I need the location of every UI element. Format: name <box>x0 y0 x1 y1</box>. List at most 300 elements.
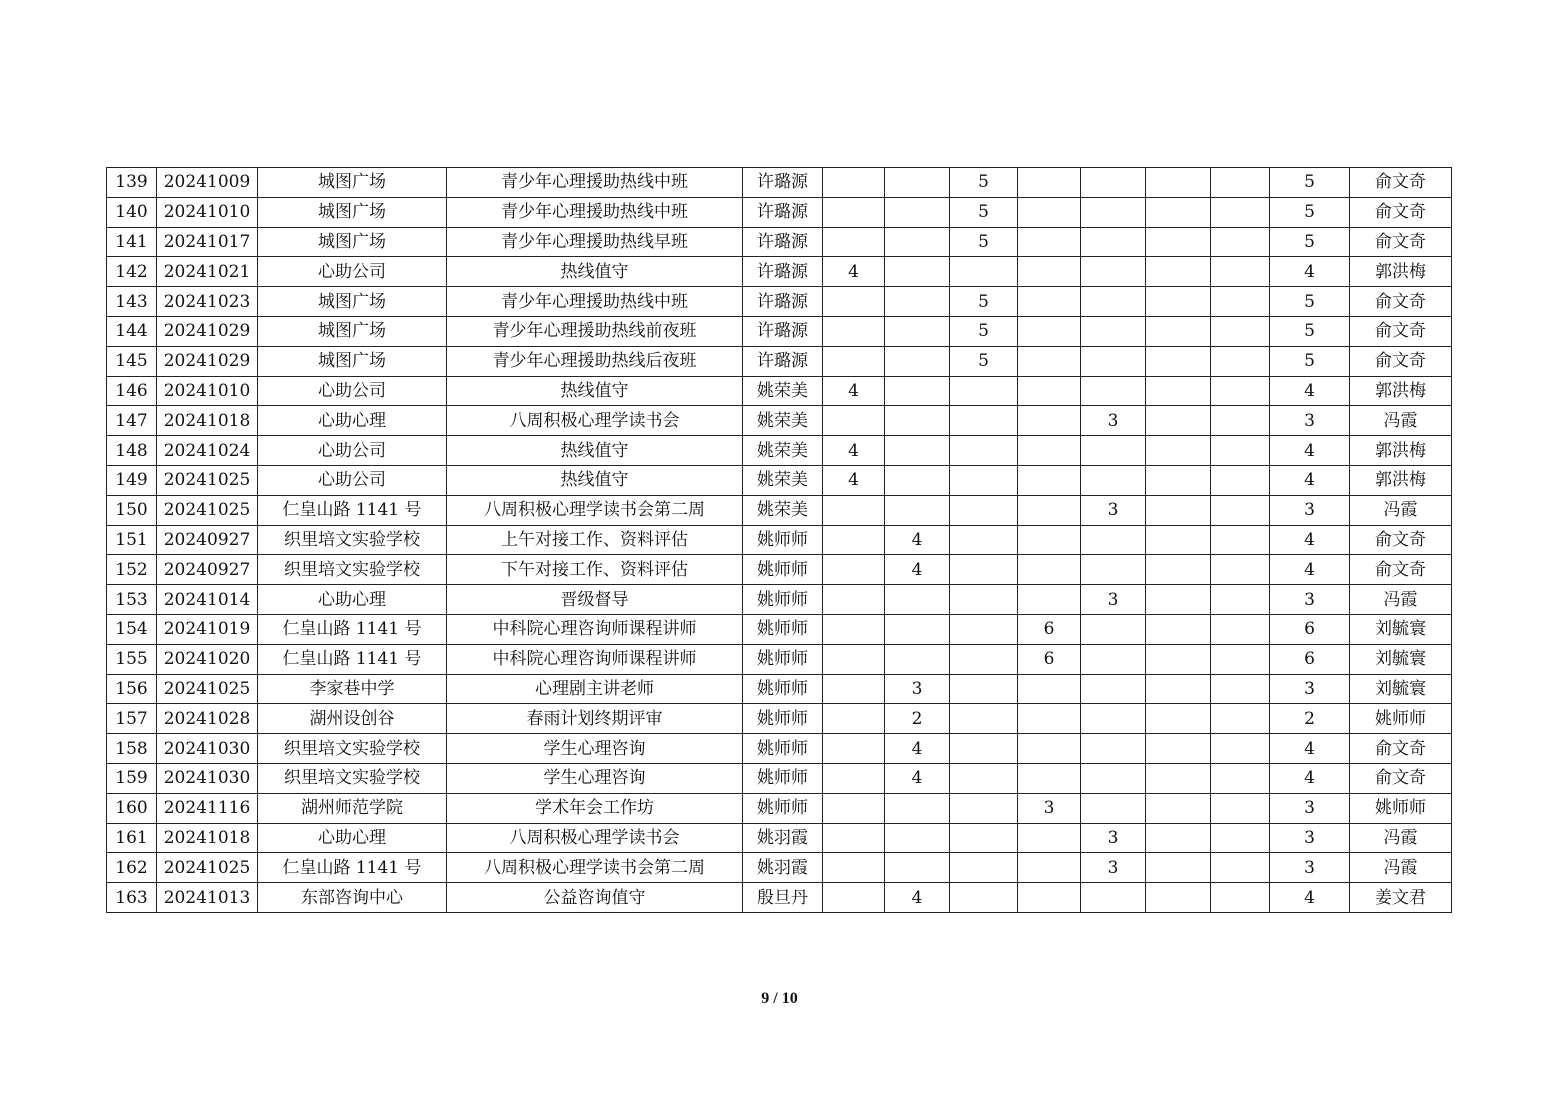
verifier-cell: 姜文君 <box>1350 883 1452 913</box>
row-index-cell: 147 <box>107 406 157 436</box>
hours-col-4-cell <box>1018 257 1081 287</box>
hours-col-3-cell <box>950 763 1018 793</box>
hours-col-7-cell <box>1211 316 1270 346</box>
location-cell: 心助公司 <box>258 257 447 287</box>
verifier-cell: 俞文奇 <box>1350 346 1452 376</box>
activity-cell: 青少年心理援助热线后夜班 <box>447 346 743 376</box>
hours-col-7-cell <box>1211 465 1270 495</box>
row-index-cell: 151 <box>107 525 157 555</box>
table-row <box>107 793 1452 823</box>
table-row <box>107 287 1452 317</box>
person-cell: 姚荣美 <box>743 406 823 436</box>
hours-col-1-cell <box>823 227 885 257</box>
activity-cell: 热线值守 <box>447 436 743 466</box>
table-row <box>107 704 1452 734</box>
total-hours-cell: 4 <box>1270 763 1350 793</box>
hours-col-6-cell <box>1146 168 1211 198</box>
hours-col-7-cell <box>1211 376 1270 406</box>
activity-cell: 青少年心理援助热线中班 <box>447 287 743 317</box>
hours-col-5-cell <box>1081 614 1146 644</box>
person-cell: 许璐源 <box>743 227 823 257</box>
person-cell: 姚荣美 <box>743 436 823 466</box>
table-row <box>107 168 1452 198</box>
hours-col-7-cell <box>1211 793 1270 823</box>
hours-col-4-cell <box>1018 406 1081 436</box>
hours-col-3-cell <box>950 644 1018 674</box>
hours-col-3-cell <box>950 674 1018 704</box>
hours-col-2-cell <box>885 465 950 495</box>
table-row <box>107 197 1452 227</box>
location-cell: 城图广场 <box>258 168 447 198</box>
total-hours-cell: 4 <box>1270 376 1350 406</box>
person-cell: 许璐源 <box>743 197 823 227</box>
row-index-cell: 163 <box>107 883 157 913</box>
hours-col-4-cell <box>1018 465 1081 495</box>
verifier-cell: 俞文奇 <box>1350 168 1452 198</box>
verifier-cell: 姚师师 <box>1350 704 1452 734</box>
hours-col-2-cell <box>885 793 950 823</box>
hours-col-5-cell <box>1081 674 1146 704</box>
date-cell: 20241025 <box>157 465 258 495</box>
hours-col-1-cell <box>823 763 885 793</box>
total-hours-cell: 3 <box>1270 793 1350 823</box>
location-cell: 仁皇山路 1141 号 <box>258 614 447 644</box>
hours-col-4-cell <box>1018 436 1081 466</box>
verifier-cell: 冯霞 <box>1350 495 1452 525</box>
hours-col-5-cell: 3 <box>1081 406 1146 436</box>
date-cell: 20241025 <box>157 853 258 883</box>
hours-col-1-cell <box>823 883 885 913</box>
row-index-cell: 143 <box>107 287 157 317</box>
date-cell: 20241014 <box>157 585 258 615</box>
hours-col-5-cell <box>1081 525 1146 555</box>
hours-col-6-cell <box>1146 585 1211 615</box>
person-cell: 许璐源 <box>743 287 823 317</box>
date-cell: 20241029 <box>157 346 258 376</box>
hours-col-4-cell: 6 <box>1018 644 1081 674</box>
hours-col-7-cell <box>1211 585 1270 615</box>
verifier-cell: 郭洪梅 <box>1350 436 1452 466</box>
row-index-cell: 154 <box>107 614 157 644</box>
hours-col-2-cell <box>885 644 950 674</box>
activity-cell: 上午对接工作、资料评估 <box>447 525 743 555</box>
hours-col-6-cell <box>1146 883 1211 913</box>
hours-col-2-cell <box>885 316 950 346</box>
hours-col-2-cell: 2 <box>885 704 950 734</box>
row-index-cell: 160 <box>107 793 157 823</box>
person-cell: 姚师师 <box>743 674 823 704</box>
hours-col-1-cell: 4 <box>823 465 885 495</box>
hours-col-1-cell <box>823 704 885 734</box>
hours-col-6-cell <box>1146 525 1211 555</box>
hours-col-7-cell <box>1211 227 1270 257</box>
hours-col-7-cell <box>1211 555 1270 585</box>
table-body <box>107 168 1452 913</box>
row-index-cell: 146 <box>107 376 157 406</box>
row-index-cell: 142 <box>107 257 157 287</box>
verifier-cell: 俞文奇 <box>1350 287 1452 317</box>
hours-col-2-cell <box>885 495 950 525</box>
hours-col-3-cell <box>950 734 1018 764</box>
table-row <box>107 734 1452 764</box>
hours-col-7-cell <box>1211 883 1270 913</box>
activity-cell: 晋级督导 <box>447 585 743 615</box>
location-cell: 城图广场 <box>258 316 447 346</box>
activity-cell: 青少年心理援助热线中班 <box>447 197 743 227</box>
verifier-cell: 冯霞 <box>1350 853 1452 883</box>
hours-col-7-cell <box>1211 674 1270 704</box>
hours-col-3-cell <box>950 406 1018 436</box>
total-hours-cell: 6 <box>1270 614 1350 644</box>
hours-col-5-cell <box>1081 197 1146 227</box>
hours-col-4-cell <box>1018 555 1081 585</box>
hours-col-3-cell <box>950 465 1018 495</box>
hours-col-6-cell <box>1146 644 1211 674</box>
location-cell: 李家巷中学 <box>258 674 447 704</box>
hours-col-5-cell <box>1081 793 1146 823</box>
total-hours-cell: 5 <box>1270 168 1350 198</box>
hours-col-5-cell <box>1081 763 1146 793</box>
date-cell: 20240927 <box>157 525 258 555</box>
date-cell: 20241116 <box>157 793 258 823</box>
hours-col-2-cell <box>885 614 950 644</box>
date-cell: 20241009 <box>157 168 258 198</box>
hours-col-1-cell <box>823 287 885 317</box>
hours-col-4-cell <box>1018 376 1081 406</box>
table-row <box>107 644 1452 674</box>
hours-col-5-cell <box>1081 346 1146 376</box>
hours-col-6-cell <box>1146 495 1211 525</box>
verifier-cell: 俞文奇 <box>1350 197 1452 227</box>
activity-cell: 公益咨询值守 <box>447 883 743 913</box>
table-row <box>107 674 1452 704</box>
activity-cell: 中科院心理咨询师课程讲师 <box>447 644 743 674</box>
hours-col-3-cell <box>950 853 1018 883</box>
table-row <box>107 614 1452 644</box>
date-cell: 20241020 <box>157 644 258 674</box>
location-cell: 城图广场 <box>258 346 447 376</box>
hours-col-5-cell <box>1081 883 1146 913</box>
hours-col-3-cell <box>950 793 1018 823</box>
hours-col-6-cell <box>1146 436 1211 466</box>
hours-col-7-cell <box>1211 197 1270 227</box>
hours-col-6-cell <box>1146 793 1211 823</box>
verifier-cell: 俞文奇 <box>1350 734 1452 764</box>
hours-col-4-cell <box>1018 763 1081 793</box>
location-cell: 织里培文实验学校 <box>258 763 447 793</box>
date-cell: 20241010 <box>157 197 258 227</box>
hours-col-4-cell <box>1018 734 1081 764</box>
hours-col-1-cell <box>823 585 885 615</box>
date-cell: 20241029 <box>157 316 258 346</box>
row-index-cell: 153 <box>107 585 157 615</box>
hours-col-7-cell <box>1211 495 1270 525</box>
location-cell: 仁皇山路 1141 号 <box>258 853 447 883</box>
activity-cell: 中科院心理咨询师课程讲师 <box>447 614 743 644</box>
hours-col-2-cell <box>885 853 950 883</box>
hours-col-1-cell <box>823 406 885 436</box>
hours-col-3-cell <box>950 495 1018 525</box>
hours-col-1-cell <box>823 793 885 823</box>
hours-col-7-cell <box>1211 436 1270 466</box>
hours-col-2-cell <box>885 823 950 853</box>
hours-col-4-cell <box>1018 853 1081 883</box>
hours-col-2-cell <box>885 227 950 257</box>
hours-col-3-cell <box>950 585 1018 615</box>
location-cell: 心助心理 <box>258 406 447 436</box>
hours-col-5-cell: 3 <box>1081 585 1146 615</box>
verifier-cell: 郭洪梅 <box>1350 257 1452 287</box>
hours-col-3-cell: 5 <box>950 346 1018 376</box>
verifier-cell: 冯霞 <box>1350 823 1452 853</box>
hours-col-4-cell <box>1018 495 1081 525</box>
table-row <box>107 227 1452 257</box>
person-cell: 姚荣美 <box>743 465 823 495</box>
table-row <box>107 525 1452 555</box>
table-row <box>107 346 1452 376</box>
activity-cell: 下午对接工作、资料评估 <box>447 555 743 585</box>
hours-col-2-cell: 4 <box>885 734 950 764</box>
date-cell: 20241023 <box>157 287 258 317</box>
row-index-cell: 161 <box>107 823 157 853</box>
row-index-cell: 148 <box>107 436 157 466</box>
person-cell: 姚师师 <box>743 793 823 823</box>
hours-col-2-cell <box>885 376 950 406</box>
hours-col-2-cell: 4 <box>885 763 950 793</box>
hours-col-1-cell <box>823 495 885 525</box>
hours-col-6-cell <box>1146 614 1211 644</box>
hours-col-3-cell: 5 <box>950 227 1018 257</box>
activity-cell: 热线值守 <box>447 376 743 406</box>
location-cell: 织里培文实验学校 <box>258 555 447 585</box>
hours-col-7-cell <box>1211 644 1270 674</box>
hours-col-4-cell <box>1018 674 1081 704</box>
hours-col-5-cell <box>1081 287 1146 317</box>
location-cell: 心助公司 <box>258 465 447 495</box>
row-index-cell: 145 <box>107 346 157 376</box>
date-cell: 20241030 <box>157 763 258 793</box>
date-cell: 20241024 <box>157 436 258 466</box>
total-hours-cell: 4 <box>1270 883 1350 913</box>
hours-col-5-cell <box>1081 734 1146 764</box>
hours-col-4-cell <box>1018 168 1081 198</box>
table-row <box>107 436 1452 466</box>
total-hours-cell: 4 <box>1270 465 1350 495</box>
hours-col-6-cell <box>1146 287 1211 317</box>
activity-cell: 青少年心理援助热线前夜班 <box>447 316 743 346</box>
date-cell: 20241013 <box>157 883 258 913</box>
total-hours-cell: 3 <box>1270 406 1350 436</box>
hours-col-6-cell <box>1146 346 1211 376</box>
date-cell: 20241021 <box>157 257 258 287</box>
hours-col-6-cell <box>1146 704 1211 734</box>
location-cell: 心助心理 <box>258 823 447 853</box>
verifier-cell: 刘毓寰 <box>1350 674 1452 704</box>
date-cell: 20241018 <box>157 823 258 853</box>
person-cell: 姚师师 <box>743 585 823 615</box>
table-row <box>107 853 1452 883</box>
total-hours-cell: 4 <box>1270 257 1350 287</box>
verifier-cell: 姚师师 <box>1350 793 1452 823</box>
activity-cell: 学术年会工作坊 <box>447 793 743 823</box>
location-cell: 心助公司 <box>258 436 447 466</box>
table-row <box>107 257 1452 287</box>
table-row <box>107 316 1452 346</box>
hours-col-6-cell <box>1146 763 1211 793</box>
person-cell: 姚师师 <box>743 704 823 734</box>
hours-col-6-cell <box>1146 257 1211 287</box>
hours-col-2-cell <box>885 585 950 615</box>
hours-col-4-cell <box>1018 287 1081 317</box>
total-hours-cell: 2 <box>1270 704 1350 734</box>
hours-col-1-cell <box>823 823 885 853</box>
hours-col-7-cell <box>1211 763 1270 793</box>
hours-col-3-cell: 5 <box>950 287 1018 317</box>
total-hours-cell: 3 <box>1270 585 1350 615</box>
hours-col-4-cell <box>1018 585 1081 615</box>
activity-cell: 青少年心理援助热线中班 <box>447 168 743 198</box>
hours-col-6-cell <box>1146 555 1211 585</box>
activity-cell: 热线值守 <box>447 465 743 495</box>
hours-col-6-cell <box>1146 227 1211 257</box>
activity-cell: 八周积极心理学读书会 <box>447 823 743 853</box>
location-cell: 城图广场 <box>258 227 447 257</box>
hours-col-3-cell <box>950 257 1018 287</box>
hours-col-6-cell <box>1146 376 1211 406</box>
hours-col-7-cell <box>1211 853 1270 883</box>
total-hours-cell: 5 <box>1270 287 1350 317</box>
hours-col-1-cell <box>823 346 885 376</box>
date-cell: 20240927 <box>157 555 258 585</box>
location-cell: 城图广场 <box>258 287 447 317</box>
hours-col-6-cell <box>1146 823 1211 853</box>
hours-col-4-cell <box>1018 704 1081 734</box>
date-cell: 20241019 <box>157 614 258 644</box>
row-index-cell: 150 <box>107 495 157 525</box>
verifier-cell: 刘毓寰 <box>1350 644 1452 674</box>
activity-cell: 学生心理咨询 <box>447 763 743 793</box>
hours-col-4-cell <box>1018 316 1081 346</box>
hours-col-3-cell <box>950 883 1018 913</box>
hours-col-7-cell <box>1211 287 1270 317</box>
row-index-cell: 155 <box>107 644 157 674</box>
row-index-cell: 144 <box>107 316 157 346</box>
hours-col-6-cell <box>1146 674 1211 704</box>
total-hours-cell: 6 <box>1270 644 1350 674</box>
hours-col-3-cell <box>950 823 1018 853</box>
hours-col-1-cell <box>823 555 885 585</box>
hours-col-4-cell <box>1018 197 1081 227</box>
person-cell: 姚荣美 <box>743 376 823 406</box>
hours-col-1-cell <box>823 197 885 227</box>
hours-col-6-cell <box>1146 465 1211 495</box>
row-index-cell: 149 <box>107 465 157 495</box>
hours-col-5-cell: 3 <box>1081 495 1146 525</box>
hours-col-2-cell <box>885 436 950 466</box>
hours-col-2-cell: 4 <box>885 525 950 555</box>
hours-col-4-cell <box>1018 346 1081 376</box>
table-row <box>107 555 1452 585</box>
hours-col-6-cell <box>1146 316 1211 346</box>
table-row <box>107 406 1452 436</box>
person-cell: 姚师师 <box>743 614 823 644</box>
verifier-cell: 郭洪梅 <box>1350 465 1452 495</box>
row-index-cell: 162 <box>107 853 157 883</box>
person-cell: 姚师师 <box>743 644 823 674</box>
hours-col-5-cell <box>1081 316 1146 346</box>
hours-col-3-cell: 5 <box>950 197 1018 227</box>
hours-col-1-cell <box>823 644 885 674</box>
location-cell: 心助心理 <box>258 585 447 615</box>
hours-col-5-cell <box>1081 168 1146 198</box>
hours-col-3-cell: 5 <box>950 168 1018 198</box>
activity-cell: 八周积极心理学读书会第二周 <box>447 853 743 883</box>
person-cell: 姚师师 <box>743 525 823 555</box>
total-hours-cell: 5 <box>1270 227 1350 257</box>
total-hours-cell: 4 <box>1270 555 1350 585</box>
hours-col-6-cell <box>1146 853 1211 883</box>
records-table <box>106 167 1452 913</box>
hours-col-6-cell <box>1146 734 1211 764</box>
person-cell: 许璐源 <box>743 257 823 287</box>
hours-col-1-cell: 4 <box>823 257 885 287</box>
person-cell: 许璐源 <box>743 168 823 198</box>
hours-col-1-cell <box>823 853 885 883</box>
total-hours-cell: 4 <box>1270 734 1350 764</box>
hours-col-5-cell: 3 <box>1081 853 1146 883</box>
hours-col-6-cell <box>1146 197 1211 227</box>
person-cell: 姚师师 <box>743 555 823 585</box>
hours-col-6-cell <box>1146 406 1211 436</box>
location-cell: 织里培文实验学校 <box>258 734 447 764</box>
location-cell: 湖州设创谷 <box>258 704 447 734</box>
page-number: 9 / 10 <box>761 990 798 1007</box>
table-row <box>107 465 1452 495</box>
hours-col-7-cell <box>1211 257 1270 287</box>
verifier-cell: 冯霞 <box>1350 585 1452 615</box>
activity-cell: 心理剧主讲老师 <box>447 674 743 704</box>
date-cell: 20241018 <box>157 406 258 436</box>
hours-col-5-cell <box>1081 644 1146 674</box>
location-cell: 仁皇山路 1141 号 <box>258 644 447 674</box>
hours-col-2-cell: 3 <box>885 674 950 704</box>
row-index-cell: 140 <box>107 197 157 227</box>
hours-col-7-cell <box>1211 525 1270 555</box>
hours-col-2-cell <box>885 257 950 287</box>
total-hours-cell: 3 <box>1270 823 1350 853</box>
person-cell: 姚师师 <box>743 734 823 764</box>
location-cell: 湖州师范学院 <box>258 793 447 823</box>
activity-cell: 八周积极心理学读书会 <box>447 406 743 436</box>
verifier-cell: 俞文奇 <box>1350 316 1452 346</box>
hours-col-3-cell <box>950 555 1018 585</box>
hours-col-2-cell: 4 <box>885 883 950 913</box>
hours-col-1-cell: 4 <box>823 436 885 466</box>
activity-cell: 学生心理咨询 <box>447 734 743 764</box>
person-cell: 姚羽霞 <box>743 853 823 883</box>
hours-col-5-cell <box>1081 465 1146 495</box>
total-hours-cell: 3 <box>1270 853 1350 883</box>
hours-col-4-cell <box>1018 883 1081 913</box>
table-row <box>107 376 1452 406</box>
hours-col-1-cell <box>823 734 885 764</box>
date-cell: 20241025 <box>157 495 258 525</box>
hours-col-7-cell <box>1211 406 1270 436</box>
activity-cell: 春雨计划终期评审 <box>447 704 743 734</box>
date-cell: 20241030 <box>157 734 258 764</box>
hours-col-5-cell <box>1081 436 1146 466</box>
row-index-cell: 156 <box>107 674 157 704</box>
